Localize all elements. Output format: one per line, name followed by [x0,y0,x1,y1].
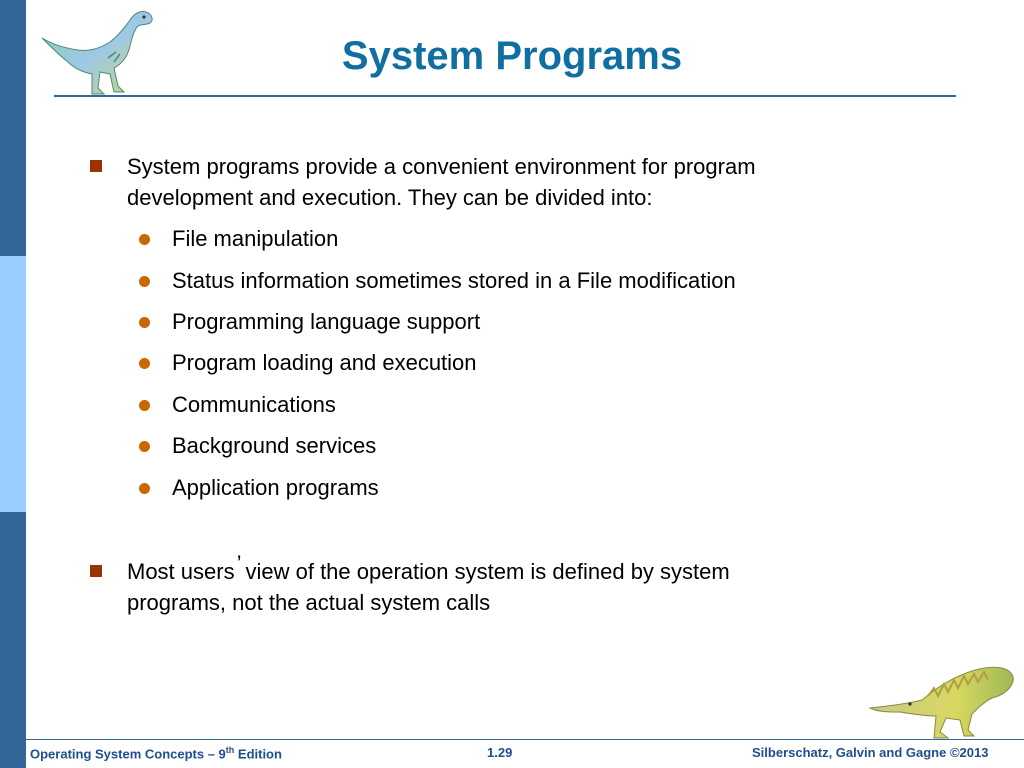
subitem-application-programs: Application programs [172,475,379,500]
dot-bullet-icon [139,483,150,494]
dot-bullet-icon [139,400,150,411]
dot-bullet-icon [139,317,150,328]
bullet-line-2: programs, not the actual system calls [127,590,491,615]
apostrophe-mark: ’ [236,551,242,576]
footer-edition-superscript: th [225,745,235,755]
bullet-text-segment: Most users [127,559,235,584]
subitem-file-manipulation: File manipulation [172,226,339,251]
footer-page-number: 1.29 [487,745,513,760]
footer-book-title-suffix: Edition [234,746,282,762]
square-bullet-icon [90,160,102,172]
bullet-most-users [127,551,887,618]
footer-copyright: Silberschatz, Galvin and Gagne ©2013 [752,745,989,760]
dot-bullet-icon [139,358,150,369]
bullet-system-programs [127,151,887,213]
subitem-programming-language-support: Programming language support [172,309,481,334]
subitem-program-loading: Program loading and execution [172,350,477,375]
square-bullet-icon [90,565,102,577]
bullet-line-2: development and execution. They can be divided into: [127,185,653,210]
bullet-text-segment: view of the operation system is defined by system [245,559,730,584]
dot-bullet-icon [139,234,150,245]
footer-book-title-text: Operating System Concepts – 9 [30,746,226,762]
subitem-status-information: Status information sometimes stored in a File modification [172,268,736,293]
dinosaur-icon [868,660,1018,740]
footer-book-title [30,745,282,761]
bullet-line-1 [127,551,887,587]
dot-bullet-icon [139,276,150,287]
footer-divider [0,739,1024,740]
bullet-line-1: System programs provide a convenient environment for program [127,154,756,179]
subitem-background-services: Background services [172,433,377,458]
dot-bullet-icon [139,441,150,452]
page-title: System Programs [341,34,683,78]
subitem-communications: Communications [172,392,336,417]
